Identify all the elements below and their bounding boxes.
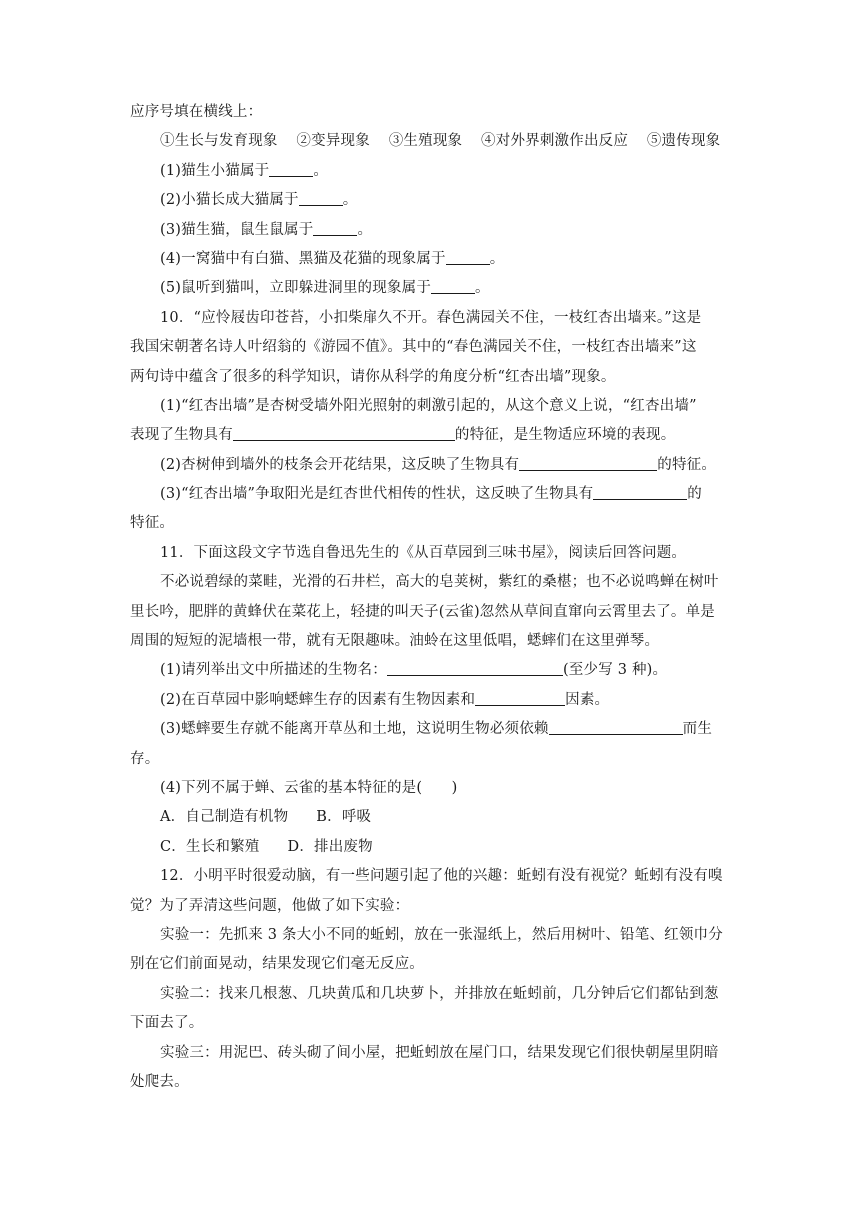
q12-line-1: 12．小明平时很爱动脑，有一些问题引起了他的兴趣：蚯蚓有没有视觉？蚯蚓有没有嗅 <box>160 868 723 885</box>
q10-line-1: 10．“应怜屐齿印苍苔，小扣柴扉久不开。春色满园关不住，一枝红杏出墙来。”这是 <box>160 309 702 326</box>
q11-line-1: 11．下面这段文字节选自鲁迅先生的《从百草园到三味书屋》，阅读后回答问题。 <box>160 544 687 561</box>
q11-part-1: (1)请列举出文中所描述的生物名： (至少写 3 种)。 <box>130 656 734 685</box>
answer-blank[interactable] <box>233 422 455 441</box>
option-a[interactable]: A．自己制造有机物 <box>160 809 289 826</box>
q11-text-3: 周围的短短的泥墙根一带，就有无限趣味。油蛉在这里低唱，蟋蟀们在这里弹琴。 <box>130 633 660 650</box>
answer-blank[interactable] <box>549 716 683 735</box>
intro-line: 应序号填在横线上： <box>130 104 263 120</box>
q10-line-2: 我国宋朝著名诗人叶绍翁的《游园不值》。其中的“春色满园关不住，一枝红杏出墙来”这 <box>130 339 697 356</box>
q10-part-1-cont: 表现了生物具有 的特征，是生物适应环境的表现。 <box>130 421 734 450</box>
q12-exp-2-cont: 下面去了。 <box>130 1015 204 1032</box>
option-d[interactable]: D．排出废物 <box>287 838 373 855</box>
answer-blank[interactable] <box>299 187 343 206</box>
q9-item-5: (5)鼠听到猫叫，立即躲进洞里的现象属于 。 <box>130 274 734 303</box>
answer-blank[interactable] <box>387 657 563 676</box>
q11-part-4: (4)下列不属于蝉、云雀的基本特征的是( ) <box>160 779 458 796</box>
q12-exp-1-cont: 别在它们前面晃动，结果发现它们毫无反应。 <box>130 956 424 973</box>
q10-part-3: (3)“红杏出墙”争取阳光是红杏世代相传的性状，这反映了生物具有 的 <box>130 480 734 509</box>
option-4: ④对外界刺激作出反应 <box>481 133 629 150</box>
answer-blank[interactable] <box>313 217 357 236</box>
q9-item-4: (4)一窝猫中有白猫、黑猫及花猫的现象属于 。 <box>130 245 734 274</box>
option-2: ②变异现象 <box>296 133 370 150</box>
answer-blank[interactable] <box>431 275 475 294</box>
options-line <box>130 127 734 156</box>
option-b[interactable]: B．呼吸 <box>316 809 372 826</box>
q12-exp-3: 实验三：用泥巴、砖头砌了间小屋，把蚯蚓放在屋门口，结果发现它们很快朝屋里阴暗 <box>160 1044 719 1061</box>
answer-blank[interactable] <box>446 246 490 265</box>
option-1: ①生长与发育现象 <box>160 133 278 150</box>
q12-exp-2: 实验二：找来几根葱、几块黄瓜和几块萝卜，并排放在蚯蚓前，几分钟后它们都钻到葱 <box>160 985 719 1002</box>
q12-exp-3-cont: 处爬去。 <box>130 1073 189 1090</box>
q10-part-1: (1)“红杏出墙”是杏树受墙外阳光照射的刺激引起的，从这个意义上说，“红杏出墙” <box>160 397 697 414</box>
option-c[interactable]: C．生长和繁殖 <box>160 838 260 855</box>
q11-text-2: 里长吟，肥胖的黄蜂伏在菜花上，轻捷的叫天子(云雀)忽然从草间直窜向云霄里去了。单是 <box>130 603 716 620</box>
q9-item-1: (1)猫生小猫属于 。 <box>130 157 734 186</box>
q10-line-3: 两句诗中蕴含了很多的科学知识，请你从科学的角度分析“红杏出墙”现象。 <box>130 368 616 385</box>
q12-exp-1: 实验一：先抓来 3 条大小不同的蚯蚓，放在一张湿纸上，然后用树叶、铅笔、红领巾分 <box>160 926 723 943</box>
q10-part-2: (2)杏树伸到墙外的枝条会开花结果，这反映了生物具有 的特征。 <box>130 451 734 480</box>
answer-blank[interactable] <box>519 452 657 471</box>
q11-text-1: 不必说碧绿的菜畦，光滑的石井栏，高大的皂荚树，紫红的桑椹；也不必说鸣蝉在树叶 <box>160 574 719 591</box>
q11-part-3-cont: 存。 <box>130 750 160 767</box>
q11-part-3: (3)蟋蟀要生存就不能离开草丛和土地，这说明生物必须依赖 而生 <box>130 715 734 744</box>
worksheet-page <box>130 98 734 1097</box>
q9-item-2: (2)小猫长成大猫属于 。 <box>130 186 734 215</box>
q10-part-3-cont: 特征。 <box>130 515 175 532</box>
q11-part-2: (2)在百草园中影响蟋蟀生存的因素有生物因素和 因素。 <box>130 686 734 715</box>
q9-item-3: (3)猫生猫，鼠生鼠属于 。 <box>130 216 734 245</box>
answer-blank[interactable] <box>593 481 687 500</box>
answer-blank[interactable] <box>475 687 565 706</box>
q11-options-cd <box>130 833 734 862</box>
q12-line-2: 觉？为了弄清这些问题，他做了如下实验： <box>130 897 410 914</box>
option-5: ⑤遗传现象 <box>646 133 721 150</box>
q11-options-ab <box>130 803 734 832</box>
answer-blank[interactable] <box>269 158 313 177</box>
option-3: ③生殖现象 <box>388 133 463 150</box>
